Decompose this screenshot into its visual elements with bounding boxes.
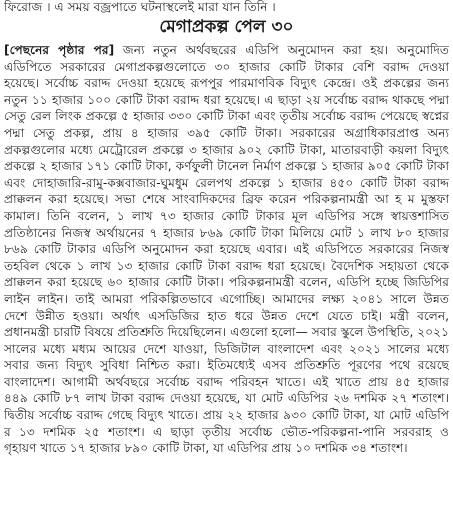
article-line: প্রাক্কলন করা হয়েছে। সভা শেষে সাংবাদিকদের ব্রিফ করেন পরিকল্পনামন্ত্রী আ হ ম মুস্তফা (4, 192, 449, 207)
article-line: ৮৬৯ কোটি টাকার এডিপি অনুমোদন করা হয়েছে এবার। এই এডিপিতে সরকারের নিজস্ব (4, 242, 449, 257)
article-line: এবং দোহাজারি-রামু-কক্সবাজার-ঘুমধুম রেলপথ প্রকল্পে ১ হাজার ৪৫০ কোটি টাকা বরাদ্দ (4, 175, 449, 190)
previous-article-snippet: ফিরোজ । এ সময় বজ্রপাতে ঘটনাস্থলেই মারা যান তিনি । (4, 0, 276, 14)
article-line: প্রকল্পে ২ হাজার ১৭১ কোটি টাকা, কর্ণফুলী টানেল নির্মাণ প্রকল্পে ১ হাজার ৯০৫ কোটি টাকা (4, 159, 449, 174)
article-line: লাইন লাইন। তাই আমরা পরিকল্পিতভাবে এগোচ্ছি। আমাদের লক্ষ্য ২০৪১ সালে উন্নত (4, 291, 449, 306)
article-line: দেশে উন্নীত হওয়া। অর্থাৎ এসডিজির হাত ধরে উন্নত দেশে যেতে চাই। মন্ত্রী বলেন, (4, 308, 449, 323)
article-line: প্রাক্কলন করা হয়েছে ৬০ হাজার কোটি টাকা। পরিকল্পনামন্ত্রী বলেন, এডিপি হচ্ছে জিডিপির (4, 275, 449, 290)
article-line: নতুন ১১ হাজার ১০০ কোটি টাকা বরাদ্দ ধরা হয়েছে। এ ছাড়া ২য় সর্বোচ্চ বরাদ্দ থাকছে পদ্মা (4, 92, 449, 107)
article-line: সেতু রেল লিংক প্রকল্পে ৫ হাজার ৩৩০ কোটি টাকা এবং তৃতীয় সর্বোচ্চ বরাদ্দ পেয়েছে স্বপ্নের (4, 109, 449, 124)
continued-from-back-page-label: [পেছনের পৃষ্ঠার পর] (4, 43, 115, 57)
article-line: গৃহায়ণ খাতে ১৭ হাজার ৮৯০ কোটি টাকা, যা এডিপির প্রায় ১০ দশমিক ৩৪ শতাংশ। (4, 441, 408, 456)
article-line: র ১৩ দশমিক ২৫ শতাংশ। এ ছাড়া তৃতীয় সর্বোচ্চ ভৌত-পরিকল্পনা-পানি সরবরাহ ও (4, 424, 449, 439)
article-line: ৪৪৯ কোটি ৮৭ লাখ টাকা বরাদ্দ দেওয়া হয়েছে, যা মোট এডিপির ২৬ দশমিক ২৭ শতাংশ। (4, 391, 449, 406)
article-line (4, 42, 449, 59)
article-line: কামাল। তিনি বলেন, ১ লাখ ৭৩ হাজার কোটি টাকার মূল এডিপির সঙ্গে স্বায়ত্তশাসিত (4, 208, 449, 223)
article-line: এডিপিতে সরকারের মেগাপ্রকল্পগুলোতে ৩০ হাজার কোটি টাকার বেশি বরাদ্দ দেওয়া (4, 59, 449, 74)
article-line: প্রধানমন্ত্রী চারটি বিষয়ে প্রতিশ্রুতি দিয়েছিলেন। এগুলো হলো— সবার স্কুলে উপস্থিতি, ২০২১ (4, 325, 449, 340)
article-line-text: জন্য নতুন অর্থবছরের এডিপি অনুমোদন করা হয়। অনুমোদিত (114, 43, 449, 57)
article-line: সবার জন্য বিদ্যুৎ সুবিধা নিশ্চিত করা। ইতিমধ্যেই এসব প্রতিশ্রুতি পূরণের পথে রয়েছে (4, 358, 449, 373)
article-line: সালের মধ্যে মধ্যম আয়ের দেশে যাওয়া, ডিজিটাল বাংলাদেশ এবং ২০২১ সালের মধ্যে (4, 341, 449, 356)
article-line: বাংলাদেশ। আগামী অর্থবছরে সর্বোচ্চ বরাদ্দ পরিবহন খাতে। এই খাতে প্রায় ৪৫ হাজার (4, 374, 449, 389)
article-line: প্রকল্পগুলোর মধ্যে মেট্রোরেল প্রকল্পে ৩ হাজার ৯০২ কোটি টাকা, মাতারবাড়ী কয়লা বিদ্যুৎ (4, 142, 449, 157)
article-line: তহবিল থেকে ১ লাখ ১৩ হাজার কোটি টাকা বরাদ্দ ধরা হয়েছে। বৈদেশিক সহায়তা থেকে (4, 258, 449, 273)
article-headline: মেগাপ্রকল্প পেল ৩০ (159, 17, 294, 37)
article-body (4, 42, 449, 504)
article-line: পদ্মা সেতু প্রকল্প, প্রায় ৪ হাজার ৩৯৫ কোটি টাকা। সরকারের অগ্রাধিকারপ্রাপ্ত অন্য (4, 125, 449, 140)
article-line: প্রতিষ্ঠানের নিজস্ব অর্থায়নের ৭ হাজার ৮৬৯ কোটি টাকা মিলিয়ে মোট ১ লাখ ৮০ হাজার (4, 225, 449, 240)
article-line: হয়েছে। সর্বোচ্চ বরাদ্দ দেওয়া হয়েছে রূপপুর পারমাণবিক বিদ্যুৎ কেন্দ্রে। ওই প্রকল্পের জন্য (4, 76, 449, 91)
article-line: দ্বিতীয় সর্বোচ্চ বরাদ্দ গেছে বিদ্যুৎ খাতে। প্রায় ২২ হাজার ৯৩০ কোটি টাকা, যা মোট এডিপি (4, 408, 449, 423)
